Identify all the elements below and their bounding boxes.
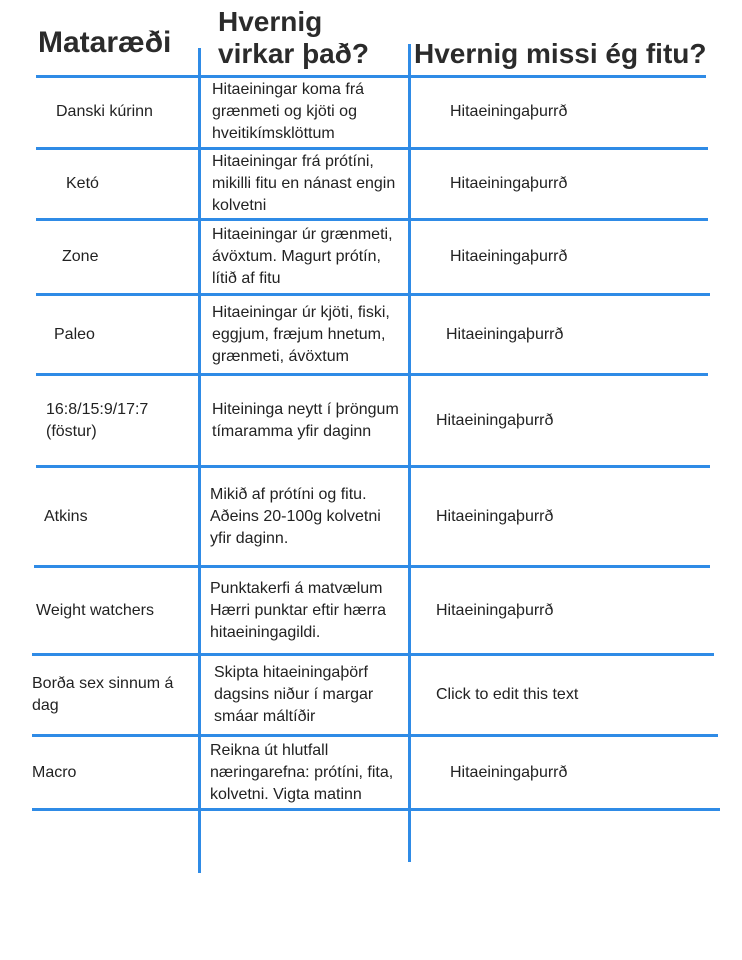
diet-name: Ketó <box>66 175 99 192</box>
diet-how: Punktakerfi á matvælum Hærri punktar eftir hærra hitaeiningagildi. <box>210 579 387 641</box>
diet-name: Danski kúrinn <box>56 103 153 120</box>
diet-name: Zone <box>62 248 99 265</box>
header-mataraedi: Mataræði <box>38 26 172 59</box>
grid-vline-left <box>198 48 201 873</box>
diet-how: Hiteininga neytt í þröngum tímaramma yfir daginn <box>212 400 399 440</box>
diet-fatloss: Hitaeiningaþurrð <box>450 103 568 120</box>
diet-how: Hitaeiningar úr kjöti, fiski, eggjum, fræjum hnetum, grænmeti, ávöxtum <box>212 303 390 365</box>
diet-how: Hitaeiningar úr grænmeti, ávöxtum. Magurt prótín, lítið af fitu <box>212 226 393 287</box>
diet-fatloss: Hitaeiningaþurrð <box>436 411 554 429</box>
diet-name: Paleo <box>54 325 95 343</box>
diet-fatloss: Hitaeiningaþurrð <box>436 601 554 619</box>
diet-name: 16:8/15:9/17:7 (föstur) <box>46 400 149 440</box>
diet-name: Atkins <box>44 507 88 525</box>
diet-how: Skipta hitaeiningaþörf dagsins niður í margar smáar máltíðir <box>214 664 374 725</box>
diet-fatloss: Hitaeiningaþurrð <box>436 507 554 525</box>
diet-name: Weight watchers <box>36 601 154 619</box>
header-hvernig-virkar <box>218 6 369 70</box>
diet-fatloss: Hitaeiningaþurrð <box>446 325 564 343</box>
diet-fatloss: Hitaeiningaþurrð <box>450 248 568 265</box>
header-hvernig-virkar-line1: Hvernig <box>218 6 323 37</box>
header-hvernig-missi: Hvernig missi ég fitu? <box>414 38 707 69</box>
diet-name: Borða sex sinnum á dag <box>32 675 174 714</box>
diet-fatloss[interactable]: Click to edit this text <box>436 686 579 703</box>
diet-fatloss: Hitaeiningaþurrð <box>450 175 568 192</box>
diet-how: Mikið af prótíni og fitu. Aðeins 20-100g kolvetni yfir daginn. <box>210 485 381 547</box>
grid-vline-right <box>408 44 411 862</box>
diet-name: Macro <box>32 763 77 781</box>
diet-how: Hitaeiningar frá prótíni, mikilli fitu en nánast engin kolvetni <box>212 153 396 214</box>
diet-fatloss: Hitaeiningaþurrð <box>450 763 568 781</box>
header-hvernig-virkar-line2: virkar það? <box>218 38 369 69</box>
diet-how: Reikna út hlutfall næringarefna: prótíni, fita, kolvetni. Vigta matinn <box>210 741 394 803</box>
grid-hline <box>32 808 720 811</box>
diet-how: Hitaeiningar koma frá grænmeti og kjöti og hveitikímsklöttum <box>212 81 365 142</box>
